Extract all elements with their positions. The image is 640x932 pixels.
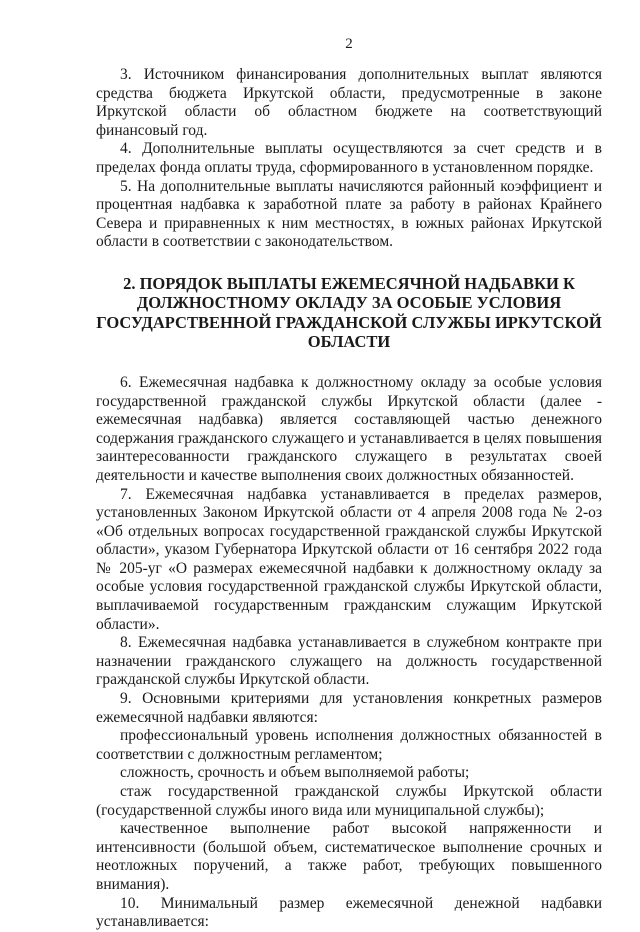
paragraph-5: 5. На дополнительные выплаты начисляются районный коэффициент и процентная надбавка к заработной плате за работу в районах Крайнего Севера и приравненных к ним местностях, в южных районах Иркутской области в соответствии с законодательством. [96, 177, 602, 251]
paragraph-8: 8. Ежемесячная надбавка устанавливается в служебном контракте при назначении гражданского служащего на должность государственной гражданской службы Иркутской области. [96, 634, 602, 689]
criteria-item-service-length: стаж государственной гражданской службы Иркутской области (государственной службы иного вида или муниципальной службы); [96, 783, 602, 819]
paragraph-3: 3. Источником финансирования дополнительных выплат являются средства бюджета Иркутской области, предусмотренные в законе Иркутской области об областном бюджете на соответствующий финансовый год. [96, 66, 602, 139]
paragraph-4: 4. Дополнительные выплаты осуществляются за счет средств и в пределах фонда оплаты труда, сформированного в установленном порядке. [96, 140, 602, 176]
paragraph-7: 7. Ежемесячная надбавка устанавливается в пределах размеров, установленных Законом Иркутской области от 4 апреля 2008 года № 2-оз «Об отдельных вопросах государственной гражданской службы Иркутской области», указом Губернатора Иркутской области от 16 сентября 2022 года № 205-уг «О размерах ежемесячной надбавки к должностному окладу за особые условия государственной гражданской службы Иркутской области, выплачиваемой государственным гражданским служащим Иркутской области». [96, 485, 602, 633]
criteria-item-professional-level: профессиональный уровень исполнения должностных обязанностей в соответствии с должностным регламентом; [96, 727, 602, 763]
paragraph-6: 6. Ежемесячная надбавка к должностному окладу за особые условия государственной гражданской службы Иркутской области (далее - ежемесячная надбавка) является составляющей частью денежного содержания гражданского служащего и устанавливается в целях повышения заинтересованности гражданского служащего в результатах своей деятельности и качестве выполнения своих должностных обязанностей. [96, 373, 602, 484]
section-title: 2. ПОРЯДОК ВЫПЛАТЫ ЕЖЕМЕСЯЧНОЙ НАДБАВКИ К ДОЛЖНОСТНОМУ ОКЛАДУ ЗА ОСОБЫЕ УСЛОВИЯ ГОСУДАРСТВЕННОЙ ГРАЖДАНСКОЙ СЛУЖБЫ ИРКУТСКОЙ ОБЛАСТИ [96, 273, 602, 352]
page-number: 2 [345, 36, 353, 52]
criteria-item-high-intensity-work: качественное выполнение работ высокой напряженности и интенсивности (большой объем, систематическое выполнение срочных и неотложных поручений, а также работ, требующих повышенного внимания). [96, 820, 602, 893]
paragraph-9: 9. Основными критериями для установления конкретных размеров ежемесячной надбавки являются: [96, 690, 602, 726]
criteria-item-complexity: сложность, срочность и объем выполняемой работы; [120, 764, 470, 782]
paragraph-10: 10. Минимальный размер ежемесячной денежной надбавки устанавливается: [96, 894, 602, 931]
document-body [96, 66, 602, 932]
